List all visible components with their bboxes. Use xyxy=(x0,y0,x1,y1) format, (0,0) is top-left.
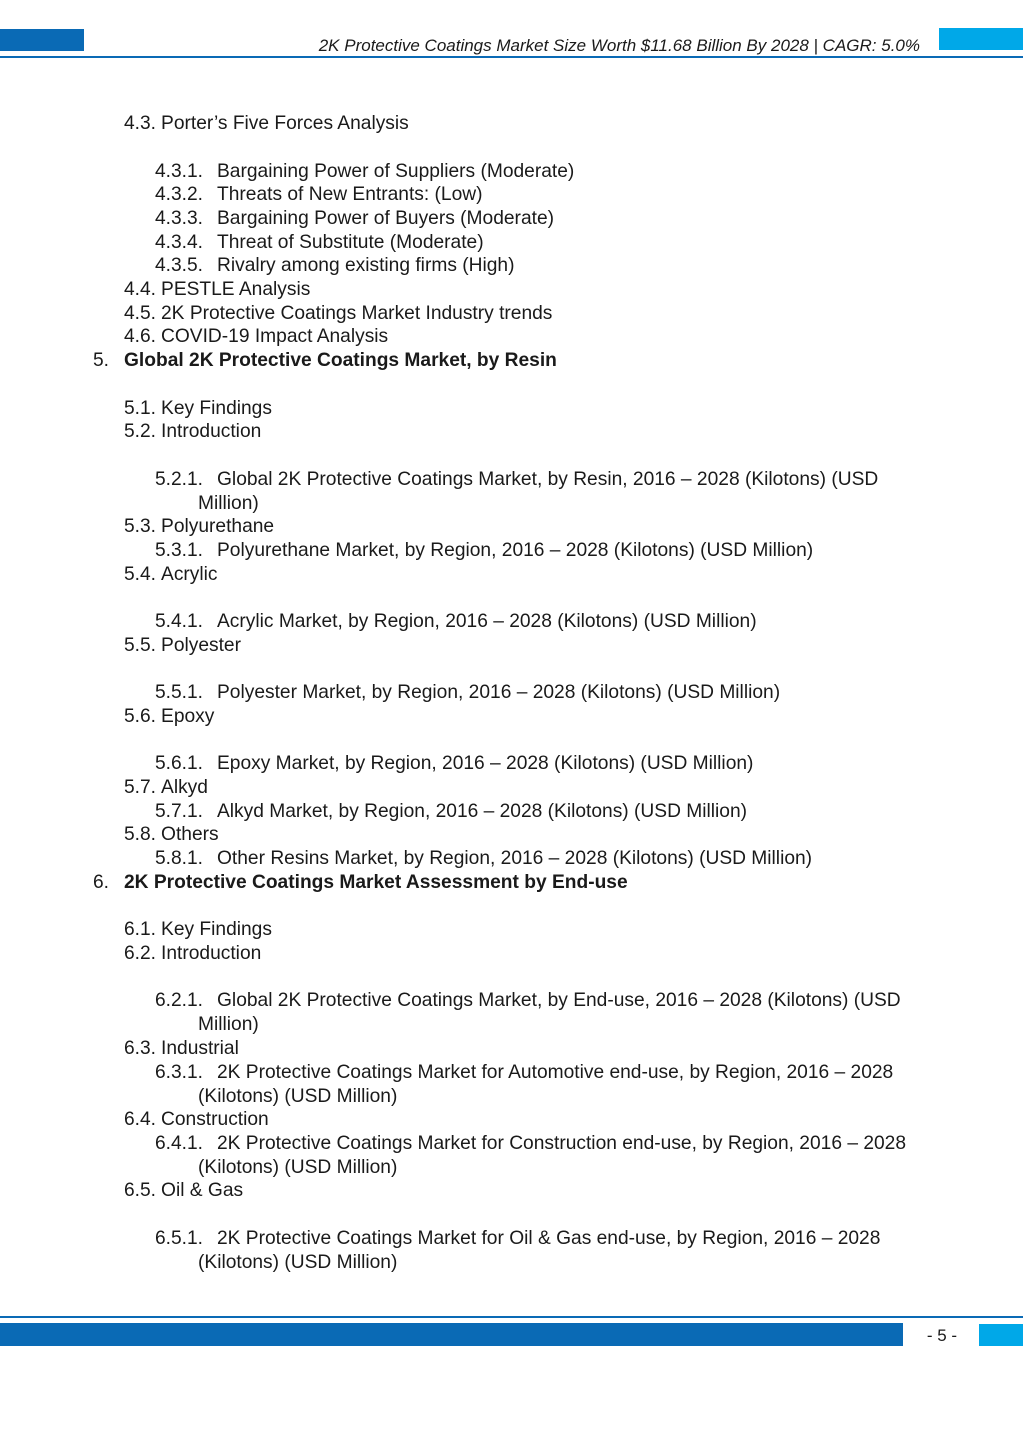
toc-entry-5-3 xyxy=(124,515,274,539)
toc-text: Polyester xyxy=(161,635,241,656)
toc-text: Bargaining Power of Buyers (Moderate) xyxy=(217,208,555,229)
toc-text: Acrylic xyxy=(161,564,218,585)
toc-entry-5-5 xyxy=(124,634,241,658)
toc-entry-4-6 xyxy=(124,325,388,349)
toc-number: 6.3.1. xyxy=(155,1062,204,1083)
toc-text: Industrial xyxy=(161,1038,239,1059)
toc-text: Acrylic Market, by Region, 2016 – 2028 (Kilotons) (USD Million) xyxy=(217,611,757,632)
toc-number: 4.3.1. xyxy=(155,161,204,182)
toc-text: 2K Protective Coatings Market for Automotive end-use, by Region, 2016 – 2028 xyxy=(217,1062,894,1083)
page-number: - 5 - xyxy=(926,1326,958,1345)
toc-entry-5-6-1 xyxy=(155,752,753,776)
toc-text: Construction xyxy=(161,1109,269,1130)
toc-number: 6. xyxy=(93,872,110,893)
toc-entry-4-3-4 xyxy=(155,231,484,255)
toc-text: Key Findings xyxy=(161,919,272,940)
toc-number: 4.3.4. xyxy=(155,232,204,253)
toc-number: 6.2.1. xyxy=(155,990,204,1011)
toc-text: COVID-19 Impact Analysis xyxy=(161,326,389,347)
toc-number: 4.3.3. xyxy=(155,208,204,229)
toc-number: 5.7.1. xyxy=(155,801,204,822)
toc-text-continued: Million) xyxy=(198,1014,259,1035)
toc-entry-5-2-1 xyxy=(155,468,878,516)
toc-entry-5-5-1 xyxy=(155,681,780,705)
toc-entry-4-4 xyxy=(124,278,310,302)
toc-text: PESTLE Analysis xyxy=(161,279,311,300)
toc-entry-6-1 xyxy=(124,918,272,942)
toc-number: 6.1. xyxy=(124,919,157,940)
toc-entry-4-3-5 xyxy=(155,254,514,278)
toc-text-continued: Million) xyxy=(198,493,259,514)
toc-text: Introduction xyxy=(161,943,262,964)
toc-text: Epoxy Market, by Region, 2016 – 2028 (Kilotons) (USD Million) xyxy=(217,753,754,774)
toc-number: 5.8.1. xyxy=(155,848,204,869)
toc-number: 6.2. xyxy=(124,943,157,964)
toc-text: Alkyd xyxy=(161,777,208,798)
toc-number: 4.4. xyxy=(124,279,157,300)
toc-text: 2K Protective Coatings Market for Construction end-use, by Region, 2016 – 2028 xyxy=(217,1133,907,1154)
toc-text: Polyurethane Market, by Region, 2016 – 2028 (Kilotons) (USD Million) xyxy=(217,540,814,561)
toc-number: 5.2.1. xyxy=(155,469,204,490)
toc-number: 5.7. xyxy=(124,777,157,798)
toc-number: 5.4. xyxy=(124,564,157,585)
toc-entry-4-3-1 xyxy=(155,160,574,184)
toc-text: Alkyd Market, by Region, 2016 – 2028 (Kilotons) (USD Million) xyxy=(217,801,748,822)
toc-text: Threats of New Entrants: (Low) xyxy=(217,184,483,205)
toc-entry-5-7-1 xyxy=(155,800,747,824)
header-accent-left xyxy=(0,29,84,51)
toc-chapter-6 xyxy=(93,871,628,895)
toc-number: 4.6. xyxy=(124,326,157,347)
header-accent-right xyxy=(939,28,1023,50)
toc-number: 5.3. xyxy=(124,516,157,537)
toc-number: 5.4.1. xyxy=(155,611,204,632)
toc-entry-4-5 xyxy=(124,302,552,326)
toc-entry-5-8-1 xyxy=(155,847,812,871)
toc-number: 6.4.1. xyxy=(155,1133,204,1154)
footer-accent-bar xyxy=(0,1323,903,1346)
footer-accent-right xyxy=(979,1324,1023,1346)
toc-number: 5.5. xyxy=(124,635,157,656)
toc-text-continued: (Kilotons) (USD Million) xyxy=(198,1157,398,1178)
toc-text: Porter’s Five Forces Analysis xyxy=(161,113,409,134)
toc-text-continued: (Kilotons) (USD Million) xyxy=(198,1086,398,1107)
toc-number: 6.5. xyxy=(124,1180,157,1201)
footer-divider xyxy=(0,1316,1023,1318)
toc-text: Global 2K Protective Coatings Market, by End-use, 2016 – 2028 (Kilotons) (USD xyxy=(217,990,901,1011)
toc-entry-6-3 xyxy=(124,1037,239,1061)
toc-text-continued: (Kilotons) (USD Million) xyxy=(198,1252,398,1273)
toc-entry-4-3-2 xyxy=(155,183,483,207)
toc-text: Introduction xyxy=(161,421,262,442)
toc-text: Epoxy xyxy=(161,706,215,727)
toc-entry-6-2 xyxy=(124,942,261,966)
toc-number: 4.5. xyxy=(124,303,157,324)
toc-text: 2K Protective Coatings Market Assessment by End-use xyxy=(124,872,628,893)
toc-text: Rivalry among existing firms (High) xyxy=(217,255,515,276)
toc-number: 5.1. xyxy=(124,398,157,419)
toc-entry-5-3-1 xyxy=(155,539,813,563)
toc-number: 5.3.1. xyxy=(155,540,204,561)
toc-text: Threat of Substitute (Moderate) xyxy=(217,232,484,253)
toc-number: 4.3.5. xyxy=(155,255,204,276)
toc-entry-6-4 xyxy=(124,1108,269,1132)
toc-entry-4-3 xyxy=(124,112,409,136)
toc-text: Polyester Market, by Region, 2016 – 2028 (Kilotons) (USD Million) xyxy=(217,682,781,703)
toc-entry-6-5-1 xyxy=(155,1227,880,1275)
toc-text: Key Findings xyxy=(161,398,272,419)
toc-number: 5.6. xyxy=(124,706,157,727)
toc-number: 5.6.1. xyxy=(155,753,204,774)
toc-entry-4-3-3 xyxy=(155,207,554,231)
toc-text: Polyurethane xyxy=(161,516,275,537)
toc-entry-6-4-1 xyxy=(155,1132,906,1180)
toc-number: 4.3.2. xyxy=(155,184,204,205)
header-divider xyxy=(0,56,1023,58)
toc-number: 4.3. xyxy=(124,113,157,134)
toc-entry-5-6 xyxy=(124,705,214,729)
toc-text: Global 2K Protective Coatings Market, by Resin xyxy=(124,350,557,371)
toc-entry-5-2 xyxy=(124,420,261,444)
toc-entry-5-7 xyxy=(124,776,208,800)
toc-number: 5.8. xyxy=(124,824,157,845)
toc-text: Bargaining Power of Suppliers (Moderate) xyxy=(217,161,575,182)
toc-number: 5.2. xyxy=(124,421,157,442)
toc-number: 6.5.1. xyxy=(155,1228,204,1249)
toc-text: Oil & Gas xyxy=(161,1180,244,1201)
toc-number: 6.3. xyxy=(124,1038,157,1059)
toc-chapter-5 xyxy=(93,349,557,373)
toc-text: 2K Protective Coatings Market Industry trends xyxy=(161,303,553,324)
toc-entry-6-2-1 xyxy=(155,989,901,1037)
header-title: 2K Protective Coatings Market Size Worth $11.68 Billion By 2028 | CAGR: 5.0% xyxy=(318,36,920,55)
toc-entry-5-4-1 xyxy=(155,610,757,634)
toc-entry-5-8 xyxy=(124,823,219,847)
toc-text: Others xyxy=(161,824,219,845)
toc-number: 5. xyxy=(93,350,110,371)
toc-entry-5-4 xyxy=(124,563,218,587)
toc-text: 2K Protective Coatings Market for Oil & Gas end-use, by Region, 2016 – 2028 xyxy=(217,1228,881,1249)
toc-number: 6.4. xyxy=(124,1109,157,1130)
toc-number: 5.5.1. xyxy=(155,682,204,703)
toc-text: Other Resins Market, by Region, 2016 – 2028 (Kilotons) (USD Million) xyxy=(217,848,813,869)
toc-entry-6-3-1 xyxy=(155,1061,893,1109)
toc-entry-5-1 xyxy=(124,397,272,421)
toc-entry-6-5 xyxy=(124,1179,243,1203)
toc-text: Global 2K Protective Coatings Market, by Resin, 2016 – 2028 (Kilotons) (USD xyxy=(217,469,879,490)
